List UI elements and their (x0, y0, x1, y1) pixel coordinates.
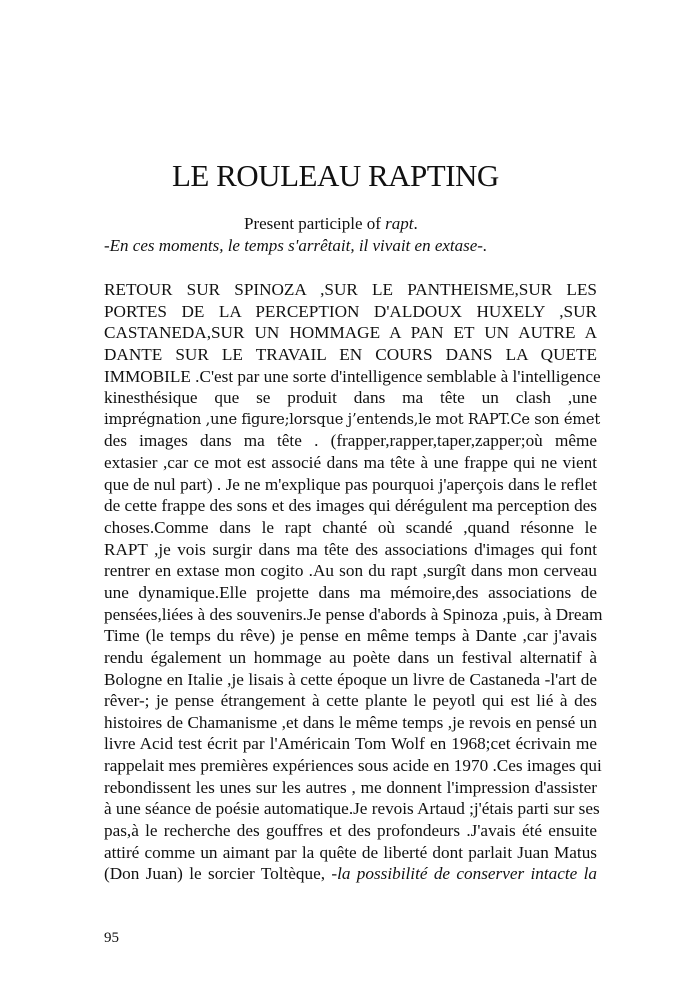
subtitle (244, 214, 418, 234)
text-line: DANTE SUR LE TRAVAIL EN COURS DANS LA QUETE (104, 344, 597, 364)
text-line: pas,à le recherche des gouffres et des profondeurs .J'avais été ensuite (104, 821, 597, 841)
text-line: rebondissent les unes sur les autres , me donnent l'impression d'assister (104, 777, 597, 797)
text-line: rêver-; je pense étrangement à cette plante le peyotl qui est lié à des (104, 691, 597, 711)
text-line: des images dans ma tête . (frapper,rapper,taper,zapper;où même (104, 431, 597, 451)
epigraph: -En ces moments, le temps s'arrêtait, il vivait en extase-. (104, 236, 488, 255)
text-line: IMMOBILE .C'est par une sorte d'intelligence semblable à l'intelligence (104, 366, 601, 386)
text-line: rappelait mes premières expériences sous acide en 1970 .Ces images qui (104, 756, 602, 776)
text-line: Bologne en Italie ,je lisais à cette époque un livre de Castaneda -l'art de (104, 669, 597, 689)
text-line: choses.Comme dans le rapt chanté où scandé ,quand résonne le (104, 518, 597, 538)
text-line: Time (le temps du rêve) je pense en même temps à Dante ,car j'avais (104, 626, 597, 646)
page-number: 95 (104, 930, 119, 946)
text-line: histoires de Chamanisme ,et dans le même temps ,je revois en pensé un (104, 712, 597, 732)
text-line: extasier ,car ce mot est associé dans ma tête à une frappe qui ne vient (104, 453, 597, 473)
body-text (104, 279, 603, 885)
text-line: imprégnation ,une figure;lorsque j’entends,le mot RAPT.Ce son émet (104, 410, 600, 428)
subtitle-word: rapt (385, 214, 414, 233)
subtitle-suffix: . (413, 214, 418, 233)
text-line: RETOUR SUR SPINOZA ,SUR LE PANTHEISME,SUR LES (104, 280, 597, 299)
text-line: à une séance de poésie automatique.Je revois Artaud ;j'étais parti sur ses (104, 799, 600, 819)
text-line: attiré comme un aimant par la quête de liberté dont parlait Juan Matus (104, 842, 597, 862)
text-normal: (Don Juan) le sorcier Toltèque, (104, 864, 332, 884)
text-line: de cette frappe des sons et des images qui dérégulent ma perception des (104, 496, 597, 516)
text-line: CASTANEDA,SUR UN HOMMAGE A PAN ET UN AUTRE A (104, 323, 597, 343)
text-line: kinesthésique que se produit dans ma tête un clash ,une (104, 388, 597, 408)
text-line: une dynamique.Elle projette dans ma mémoire,des associations de (104, 582, 597, 602)
text-line: rentrer en extase mon cogito .Au son du rapt ,surgît dans mon cerveau (104, 561, 597, 581)
text-line: livre Acid test écrit par l'Américain Tom Wolf en 1968;cet écrivain me (104, 734, 597, 754)
subtitle-prefix: Present participle of (244, 214, 386, 233)
text-line: pensées,liées à des souvenirs.Je pense d'abords à Spinoza ,puis, à Dream (104, 604, 603, 624)
text-line-last (104, 863, 597, 885)
text-line: RAPT ,je vois surgir dans ma tête des associations d'images qui font (104, 539, 597, 559)
text-line: que de nul part) . Je ne m'explique pas pourquoi j'aperçois dans le reflet (104, 474, 597, 494)
text-line: PORTES DE LA PERCEPTION D'ALDOUX HUXELY ,SUR (104, 301, 597, 321)
text-line: rendu également un hommage au poète dans un festival alternatif à (104, 647, 597, 667)
page-title: LE ROULEAU RAPTING (172, 158, 499, 193)
text-italic-quote: -la possibilité de conserver intacte la (331, 864, 598, 884)
